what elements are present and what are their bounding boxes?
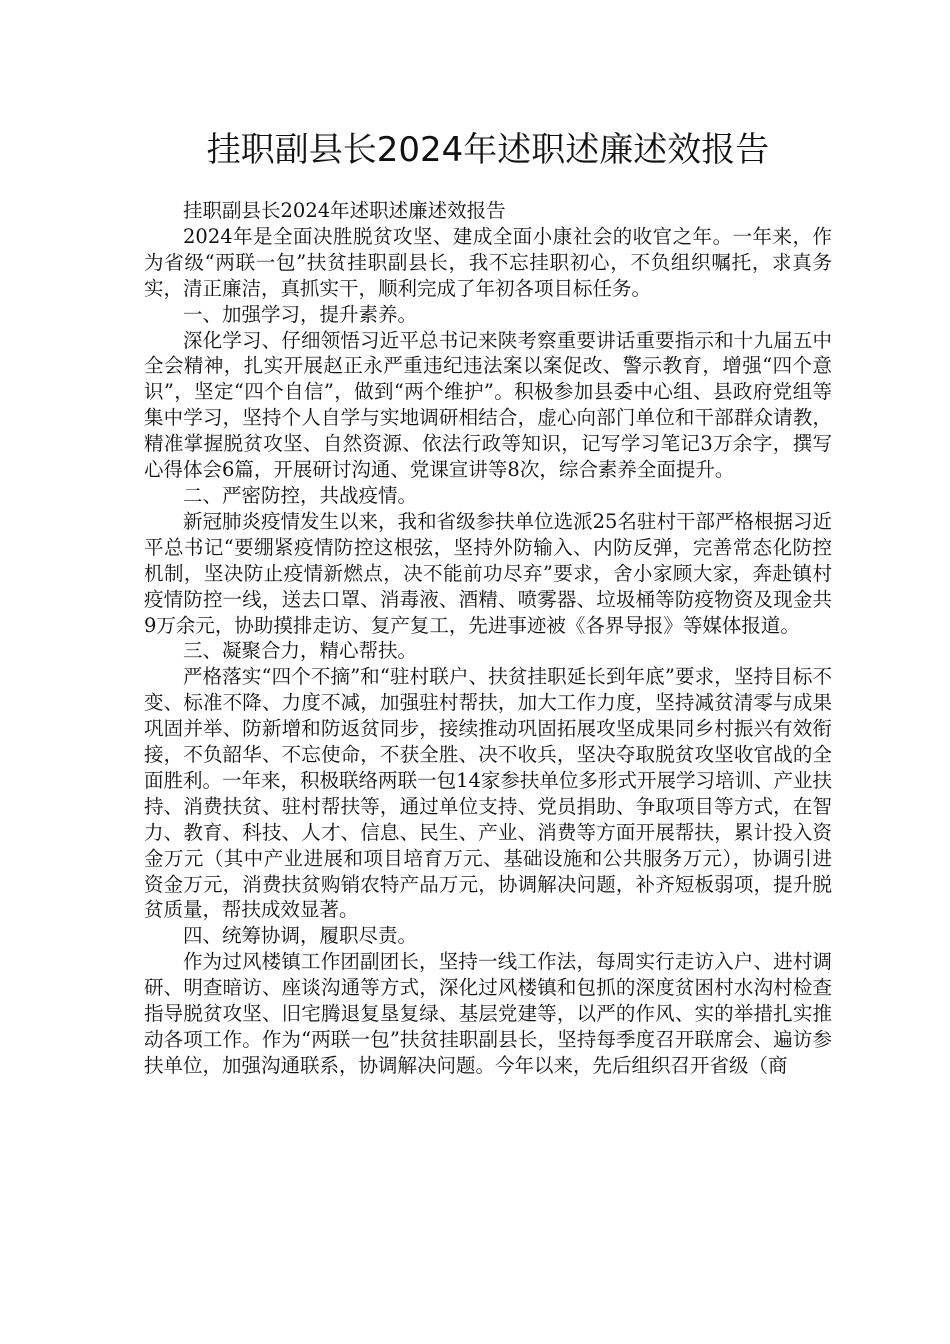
section-heading: 四、统筹协调，履职尽责。: [183, 924, 418, 948]
body-paragraph: 挂职副县长2024年述职述廉述效报告: [183, 199, 506, 222]
body-paragraph: 作为过风楼镇工作团副团长，坚持一线工作法，每周实行走访入户、进村调研、明查暗访、座谈沟通等方式，深化过风楼镇和包抓的深度贫困村水沟村检查指导脱贫攻坚、旧宅腾退复垦复绿、基层党建等，以严的作风、实的举措扎实推动各项工作。作为“两联一包”扶贫挂职副县长，坚持每季度召开联席会、遍访参扶单位，加强沟通联系，协调解决问题。今年以来，先后组织召开省级（商: [144, 950, 832, 1077]
body-paragraph: 2024年是全面决胜脱贫攻坚、建成全面小康社会的收官之年。一年来，作为省级“两联一包”扶贫挂职副县长，我不忘挂职初心，不负组织嘱托，求真务实，清正廉洁，真抓实干，顺利完成了年初各项目标任务。: [144, 224, 832, 300]
document-page: [144, 120, 832, 1079]
document-body: [144, 198, 832, 1079]
body-paragraph: 深化学习、仔细领悟习近平总书记来陕考察重要讲话重要指示和十九届五中全会精神，扎实开展赵正永严重违纪违法案以案促改、警示教育，增强“四个意识”，坚定“四个自信”，做到“两个维护”。积极参加县委中心组、县政府党组等集中学习，坚持个人自学与实地调研相结合，虚心向部门单位和干部群众请教，精准掌握脱贫攻坚、自然资源、依法行政等知识，记写学习笔记3万余字，撰写心得体会6篇，开展研讨沟通、党课宣讲等8次，综合素养全面提升。: [144, 328, 832, 482]
section-heading: 三、凝聚合力，精心帮扶。: [183, 639, 418, 663]
body-paragraph: 新冠肺炎疫情发生以来，我和省级参扶单位选派25名驻村干部严格根据习近平总书记“要绷紧疫情防控这根弦，坚持外防输入、内防反弹，完善常态化防控机制，坚决防止疫情新燃点，决不能前功尽弃”要求，舍小家顾大家，奔赴镇村疫情防控一线，送去口罩、消毒液、酒精、喷雾器、垃圾桶等防疫物资及现金共9万余元，协助摸排走访、复产复工，先进事迹被《各界导报》等媒体报道。: [144, 509, 832, 637]
section-heading: 一、加强学习，提升素养。: [183, 302, 418, 326]
section-heading: 二、严密防控，共战疫情。: [183, 483, 418, 507]
body-paragraph: 严格落实“四个不摘”和“驻村联户、扶贫挂职延长到年底”要求，坚持目标不变、标准不降、力度不减，加强驻村帮扶，加大工作力度，坚持减贫清零与成果巩固并举、防新增和防返贫同步，接续推动巩固拓展攻坚成果同乡村振兴有效衔接，不负韶华、不忘使命，不获全胜、决不收兵，坚决夺取脱贫攻坚收官战的全面胜利。一年来，积极联络两联一包14家参扶单位多形式开展学习培训、产业扶持、消费扶贫、驻村帮扶等，通过单位支持、党员捐助、争取项目等方式，在智力、教育、科技、人才、信息、民生、产业、消费等方面开展帮扶，累计投入资金万元（其中产业进展和项目培育万元、基础设施和公共服务万元），协调引进资金万元，消费扶贫购销农特产品万元，协调解决问题，补齐短板弱项，提升脱贫质量，帮扶成效显著。: [144, 665, 832, 922]
document-title: 挂职副县长2024年述职述廉述效报告: [206, 130, 770, 170]
